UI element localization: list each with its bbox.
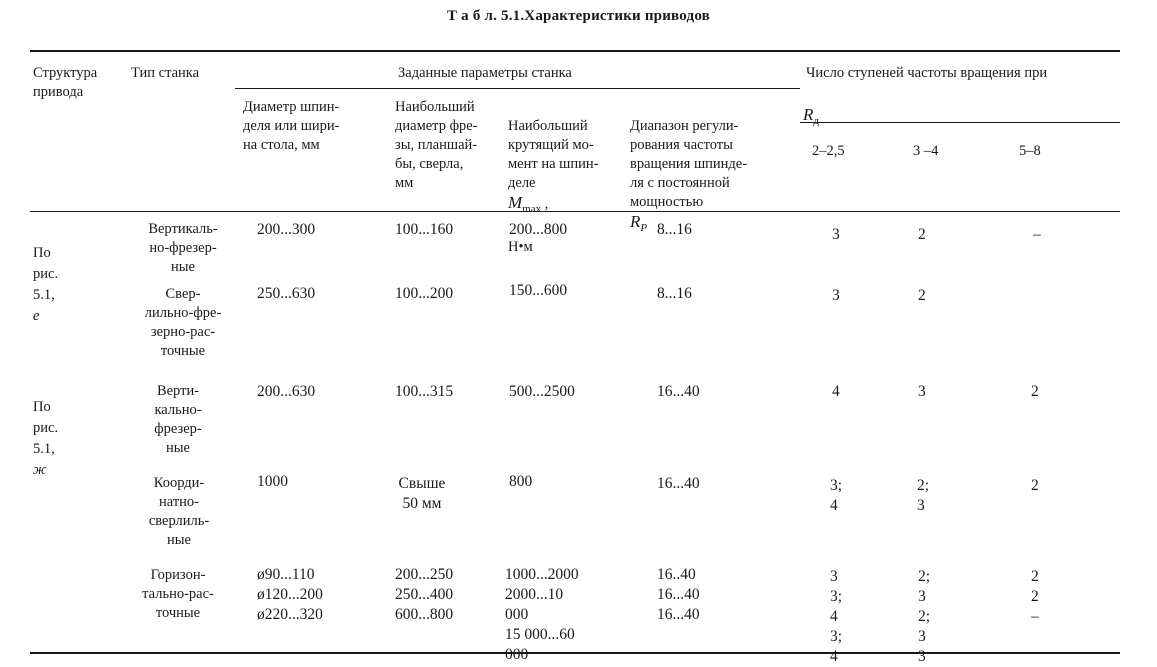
row-steps-3: 2 bbox=[1031, 477, 1039, 494]
row-steps-2: 2 bbox=[918, 226, 926, 243]
row-max-diameter: 100...315 bbox=[395, 383, 454, 400]
header-steps-symbol: R bbox=[803, 105, 814, 124]
row-diameter: ø90...110 ø120...200 ø220...320 bbox=[257, 566, 323, 623]
header-range-text: Диапазон регули- рования частоты вращения шпинде- ля с постоянной мощностью bbox=[630, 118, 748, 210]
row-range: 16..40 16...40 16...40 bbox=[657, 566, 700, 623]
row-torque: 500...2500 bbox=[509, 383, 575, 400]
header-steps-1: 2–2,5 bbox=[812, 143, 845, 159]
row-torque: 150...600 bbox=[509, 282, 568, 299]
header-range bbox=[630, 98, 790, 238]
row-steps-1: 3 3; 4 3; 4 bbox=[830, 568, 843, 665]
row-range: 8...16 bbox=[657, 221, 692, 238]
row-machine: Верти- кально- фрезер- ные bbox=[154, 383, 202, 456]
row-max-diameter: 100...200 bbox=[395, 285, 454, 302]
row-max-diameter: 100...160 bbox=[395, 221, 454, 238]
row-steps-2: 2 bbox=[918, 287, 926, 304]
row-torque: 800 bbox=[509, 473, 533, 490]
header-steps-group: Число ступеней частоты вращения при bbox=[806, 65, 1048, 81]
header-max-diameter: Наибольший диаметр фре- зы, планшай- бы, сверла, мм bbox=[395, 99, 478, 191]
row-steps-3: 2 2 – bbox=[1031, 568, 1039, 625]
header-steps-2: 3 –4 bbox=[913, 143, 939, 159]
row-steps-2: 3 bbox=[918, 383, 926, 400]
row-diameter: 200...630 bbox=[257, 383, 316, 400]
header-diameter: Диаметр шпин- деля или шири- на стола, мм bbox=[243, 99, 340, 153]
row-range: 16...40 bbox=[657, 383, 700, 400]
row-diameter: 1000 bbox=[257, 473, 288, 490]
header-range-symbol: R bbox=[630, 212, 641, 231]
row-torque: 200...800 bbox=[509, 221, 568, 238]
row-steps-2: 2; 3 bbox=[917, 477, 930, 514]
header-range-sub: P bbox=[640, 221, 648, 234]
row-structure-text: По рис. 5.1, bbox=[33, 399, 59, 457]
header-steps-3: 5–8 bbox=[1019, 143, 1041, 159]
row-structure-text: По рис. 5.1, bbox=[33, 245, 59, 303]
top-rule bbox=[30, 50, 1120, 52]
row-machine: Свер- лильно-фре- зерно-рас- точные bbox=[144, 286, 222, 359]
row-machine: Коорди- натно- сверлиль- ные bbox=[148, 475, 210, 548]
row-max-diameter: Свыше 50 мм bbox=[398, 475, 446, 512]
row-steps-1: 4 bbox=[832, 383, 840, 400]
row-machine: Горизон- тально-рас- точные bbox=[142, 567, 214, 621]
row-steps-1: 3 bbox=[832, 287, 840, 304]
row-steps-1: 3; 4 bbox=[830, 477, 843, 514]
row-torque: 1000...2000 2000...10 000 15 000...60 000 bbox=[505, 566, 579, 663]
row-diameter: 250...630 bbox=[257, 285, 316, 302]
steps-group-rule bbox=[800, 122, 1120, 123]
row-diameter: 200...300 bbox=[257, 221, 316, 238]
row-range: 16...40 bbox=[657, 475, 700, 492]
header-steps-sub: д bbox=[813, 114, 819, 127]
header-structure: Структура привода bbox=[33, 65, 98, 100]
header-torque: Наибольший крутящий мо- мент на шпин- деле $M_{max}$ , Н•м bbox=[508, 118, 599, 255]
header-torque-text: Наибольший крутящий мо- мент на шпин- деле bbox=[508, 118, 599, 191]
header-steps-symbol-wrap bbox=[803, 86, 819, 131]
header-torque-unit: Н•м bbox=[508, 238, 533, 255]
row-range: 8...16 bbox=[657, 285, 692, 302]
row-structure bbox=[33, 376, 58, 481]
row-structure bbox=[33, 222, 58, 327]
row-structure-figure: е bbox=[33, 308, 40, 324]
row-steps-1: 3 bbox=[832, 226, 840, 243]
row-steps-2: 2; 3 2; 3 3 bbox=[918, 568, 931, 665]
header-params-group: Заданные параметры станка bbox=[398, 65, 572, 81]
header-machine-type: Тип станка bbox=[131, 65, 200, 81]
row-steps-3: – bbox=[1033, 226, 1041, 243]
header-torque-sub: max bbox=[522, 202, 542, 215]
row-max-diameter: 200...250 250...400 600...800 bbox=[395, 566, 454, 623]
table-caption: Т а б л. 5.1.Характеристики приводов bbox=[447, 8, 710, 24]
row-machine: Вертикаль- но-фрезер- ные bbox=[148, 221, 218, 275]
params-group-rule bbox=[235, 88, 800, 89]
row-structure-figure: ж bbox=[33, 462, 47, 478]
row-steps-3: 2 bbox=[1031, 383, 1039, 400]
header-torque-symbol: M bbox=[508, 193, 523, 212]
